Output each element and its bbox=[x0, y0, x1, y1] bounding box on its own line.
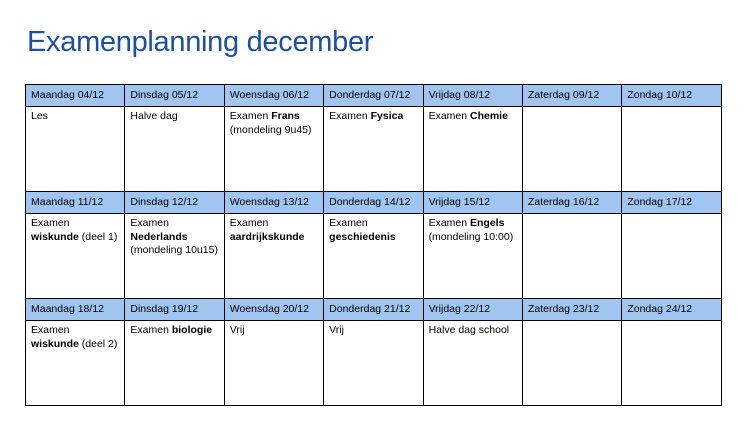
day-header: Vrijdag 22/12 bbox=[423, 299, 522, 321]
cell-text: Examen bbox=[329, 217, 368, 229]
day-header: Maandag 11/12 bbox=[26, 192, 125, 214]
day-header: Vrijdag 08/12 bbox=[423, 85, 522, 107]
day-cell bbox=[522, 321, 621, 406]
week-header-row bbox=[26, 85, 722, 107]
day-header: Dinsdag 19/12 bbox=[125, 299, 224, 321]
day-header: Maandag 18/12 bbox=[26, 299, 125, 321]
day-cell bbox=[224, 214, 323, 299]
exam-subject: biologie bbox=[171, 324, 213, 336]
week-content-row bbox=[26, 107, 722, 192]
day-cell bbox=[26, 107, 125, 192]
week-content-row bbox=[26, 214, 722, 299]
exam-subject: wiskunde bbox=[31, 337, 79, 350]
day-cell bbox=[26, 214, 125, 299]
cell-text: Examen bbox=[130, 217, 169, 229]
cell-text: Examen bbox=[428, 110, 470, 122]
page-title: Examenplanning december bbox=[27, 26, 374, 58]
cell-text: Examen bbox=[329, 110, 371, 122]
cell-text: Examen bbox=[428, 217, 470, 229]
day-header: Zondag 17/12 bbox=[622, 192, 721, 214]
exam-subject: Engels bbox=[470, 217, 505, 229]
day-cell bbox=[622, 321, 721, 406]
cell-note: (mondeling 9u45) bbox=[229, 123, 312, 136]
exam-subject: Frans bbox=[271, 110, 300, 122]
day-cell bbox=[224, 321, 323, 406]
cell-text: Vrij bbox=[329, 324, 344, 336]
day-header: Woensdag 06/12 bbox=[224, 85, 323, 107]
day-cell bbox=[622, 107, 721, 192]
day-header: Zondag 24/12 bbox=[622, 299, 721, 321]
exam-subject: aardrijkskunde bbox=[229, 230, 305, 243]
day-header: Donderdag 07/12 bbox=[324, 85, 423, 107]
day-cell bbox=[324, 321, 423, 406]
week-content-row bbox=[26, 321, 722, 406]
day-header: Donderdag 21/12 bbox=[324, 299, 423, 321]
cell-text: Halve dag school bbox=[428, 324, 510, 336]
day-header: Woensdag 20/12 bbox=[224, 299, 323, 321]
week-header-row bbox=[26, 192, 722, 214]
cell-note: (deel 1) bbox=[78, 230, 118, 243]
day-cell bbox=[522, 214, 621, 299]
day-cell bbox=[125, 321, 224, 406]
cell-text: Halve dag bbox=[130, 110, 178, 122]
week-header-row bbox=[26, 299, 722, 321]
cell-text: Examen bbox=[229, 217, 269, 229]
day-header: Dinsdag 12/12 bbox=[125, 192, 224, 214]
cell-note: (mondeling 10u15) bbox=[130, 244, 218, 256]
exam-subject: Nederlands bbox=[130, 230, 188, 243]
exam-subject: Fysica bbox=[370, 110, 404, 122]
day-cell bbox=[125, 214, 224, 299]
day-header: Zaterdag 23/12 bbox=[522, 299, 621, 321]
cell-text: Vrij bbox=[229, 324, 245, 336]
day-header: Woensdag 13/12 bbox=[224, 192, 323, 214]
day-cell bbox=[423, 107, 522, 192]
day-cell bbox=[423, 321, 522, 406]
day-header: Zaterdag 16/12 bbox=[522, 192, 621, 214]
day-header: Zaterdag 09/12 bbox=[522, 85, 621, 107]
cell-text: Les bbox=[31, 110, 48, 122]
day-cell bbox=[522, 107, 621, 192]
day-header: Zondag 10/12 bbox=[622, 85, 721, 107]
day-header: Maandag 04/12 bbox=[26, 85, 125, 107]
day-cell bbox=[125, 107, 224, 192]
day-header: Vrijdag 15/12 bbox=[423, 192, 522, 214]
day-cell bbox=[224, 107, 323, 192]
cell-text: Examen bbox=[130, 324, 172, 336]
exam-subject: geschiedenis bbox=[329, 230, 396, 243]
day-cell bbox=[26, 321, 125, 406]
exam-schedule-table bbox=[25, 84, 722, 406]
day-cell bbox=[423, 214, 522, 299]
day-header: Donderdag 14/12 bbox=[324, 192, 423, 214]
day-header: Dinsdag 05/12 bbox=[125, 85, 224, 107]
day-cell bbox=[324, 107, 423, 192]
exam-subject: Chemie bbox=[470, 110, 508, 122]
cell-note: (deel 2) bbox=[78, 337, 118, 350]
cell-text: Examen bbox=[31, 324, 70, 336]
exam-subject: wiskunde bbox=[31, 230, 79, 243]
cell-text: Examen bbox=[229, 110, 272, 122]
cell-text: Examen bbox=[31, 217, 70, 229]
cell-note: (mondeling 10:00) bbox=[428, 230, 514, 243]
day-cell bbox=[324, 214, 423, 299]
day-cell bbox=[622, 214, 721, 299]
